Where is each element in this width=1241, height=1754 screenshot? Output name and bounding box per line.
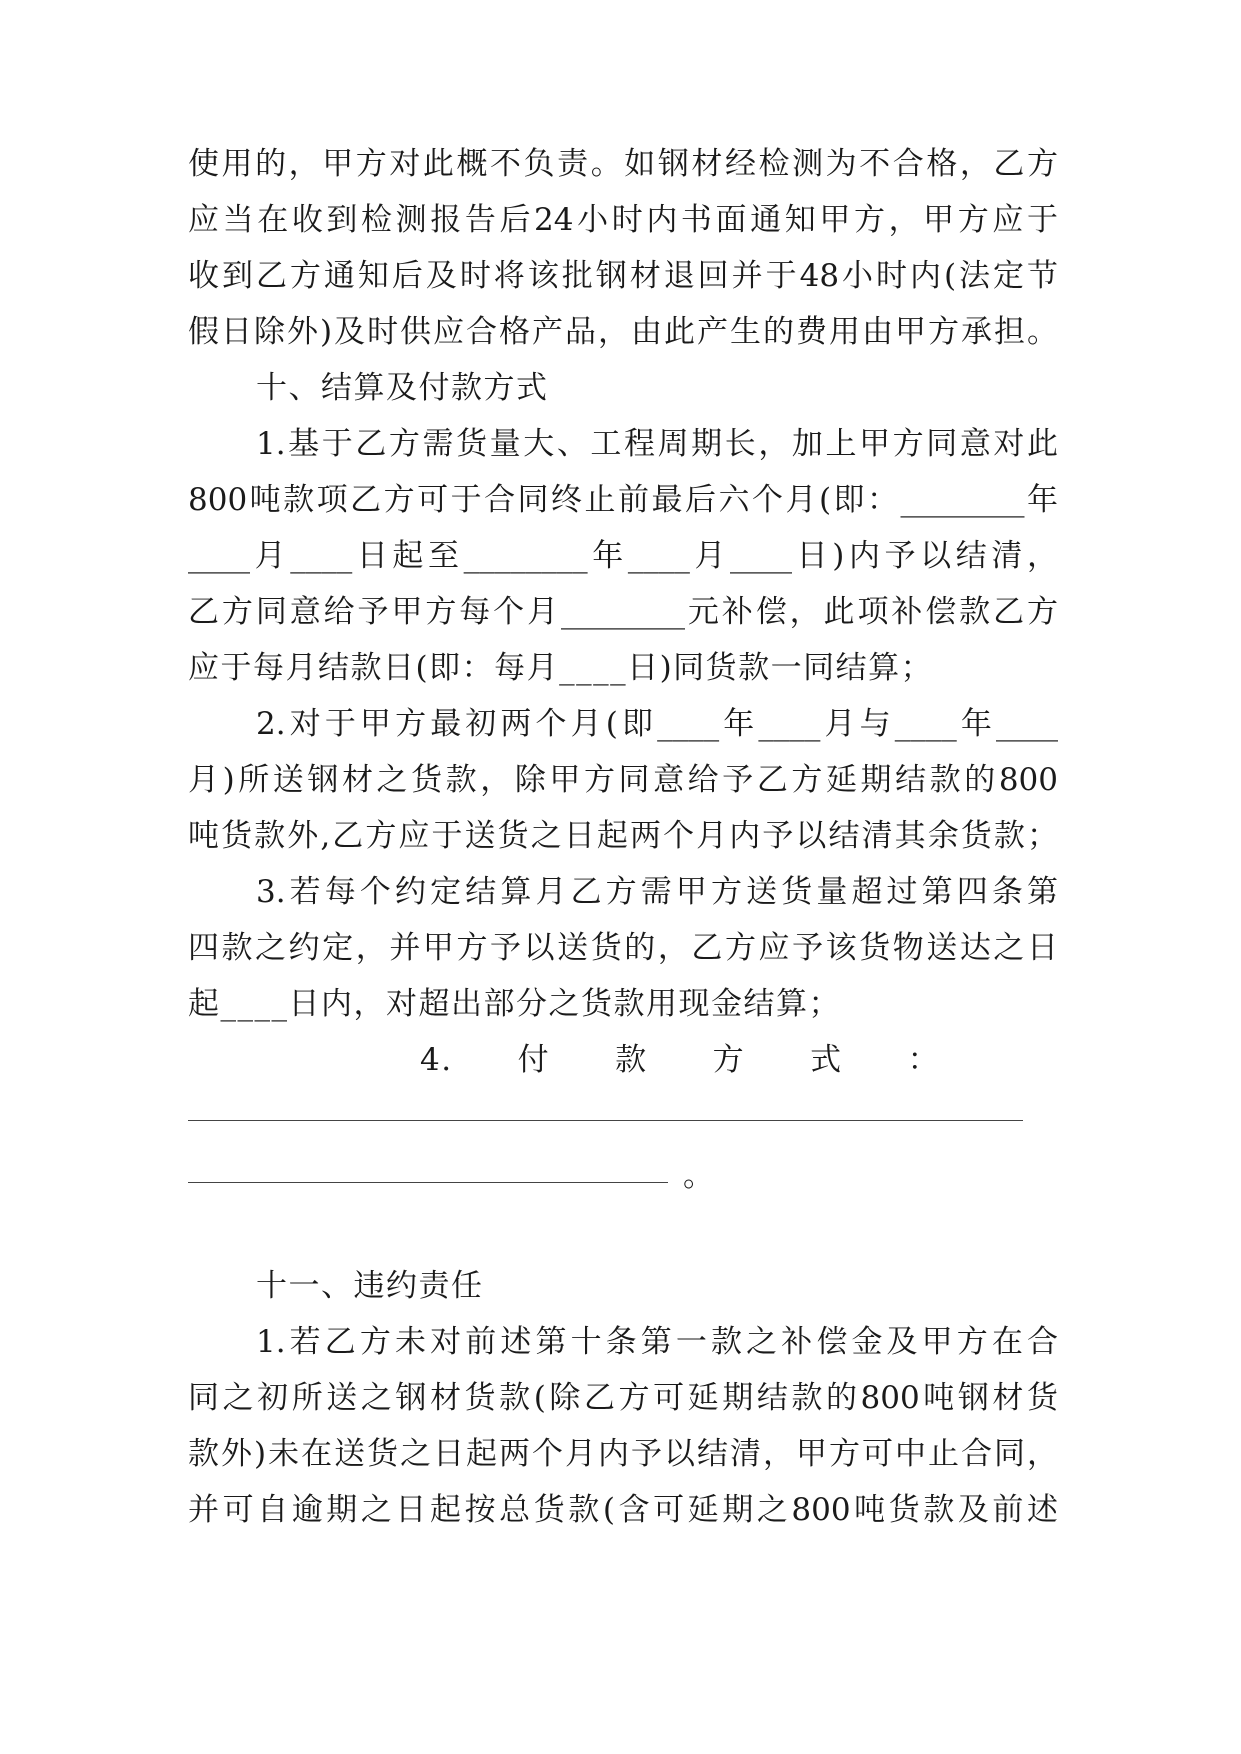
clause-10-3-line-1: 3.若每个约定结算月乙方需甲方送货量超过第四条第 (256, 874, 1058, 910)
blank-line-2 (188, 1182, 668, 1183)
clause-10-1-line-3: ____月____日起至________年____月____日)内予以结清， (188, 538, 1058, 574)
clause-10-3-line-2: 四款之约定，并甲方予以送货的，乙方应予该货物送达之日 (188, 930, 1058, 966)
clause-11-1-line-4: 并可自逾期之日起按总货款(含可延期之800吨货款及前述 (188, 1492, 1058, 1528)
clause-10-2-line-2: 月)所送钢材之货款，除甲方同意给予乙方延期结款的800 (188, 762, 1058, 798)
clause-10-2-line-3: 吨货款外,乙方应于送货之日起两个月内予以结清其余货款； (188, 818, 1058, 854)
clause-11-1-line-3: 款外)未在送货之日起两个月内予以结清，甲方可中止合同， (188, 1436, 1058, 1472)
clause-11-1-line-1: 1.若乙方未对前述第十条第一款之补偿金及甲方在合 (256, 1324, 1058, 1360)
blank-line-1 (188, 1120, 1023, 1121)
clause-10-3-line-3: 起____日内，对超出部分之货款用现金结算； (188, 986, 841, 1022)
clause-10-1-line-5: 应于每月结款日(即：每月____日)同货款一同结算； (188, 650, 934, 686)
clause-10-2-line-1: 2.对于甲方最初两个月(即____年____月与____年____ (256, 706, 1058, 742)
paragraph-line-2: 应当在收到检测报告后24小时内书面通知甲方，甲方应于 (188, 202, 1058, 238)
sentence-end-period: 。 (683, 1158, 714, 1194)
clause-10-1-line-2: 800吨款项乙方可于合同终止前最后六个月(即：________年 (188, 482, 1058, 518)
clause-10-1-line-1: 1.基于乙方需货量大、工程周期长，加上甲方同意对此 (256, 426, 1058, 462)
section-heading-10: 十、结算及付款方式 (256, 370, 549, 406)
paragraph-line-4: 假日除外)及时供应合格产品，由此产生的费用由甲方承担。 (188, 314, 1058, 350)
clause-11-1-line-2: 同之初所送之钢材货款(除乙方可延期结款的800吨钢材货 (188, 1380, 1058, 1416)
paragraph-line-3: 收到乙方通知后及时将该批钢材退回并于48小时内(法定节 (188, 258, 1058, 294)
clause-10-4-label: 4. 付 款 方 式 ： (420, 1042, 941, 1078)
section-heading-11: 十一、违约责任 (256, 1268, 484, 1304)
paragraph-line-1: 使用的，甲方对此概不负责。如钢材经检测为不合格，乙方 (188, 146, 1058, 182)
clause-10-1-line-4: 乙方同意给予甲方每个月________元补偿，此项补偿款乙方 (188, 594, 1058, 630)
